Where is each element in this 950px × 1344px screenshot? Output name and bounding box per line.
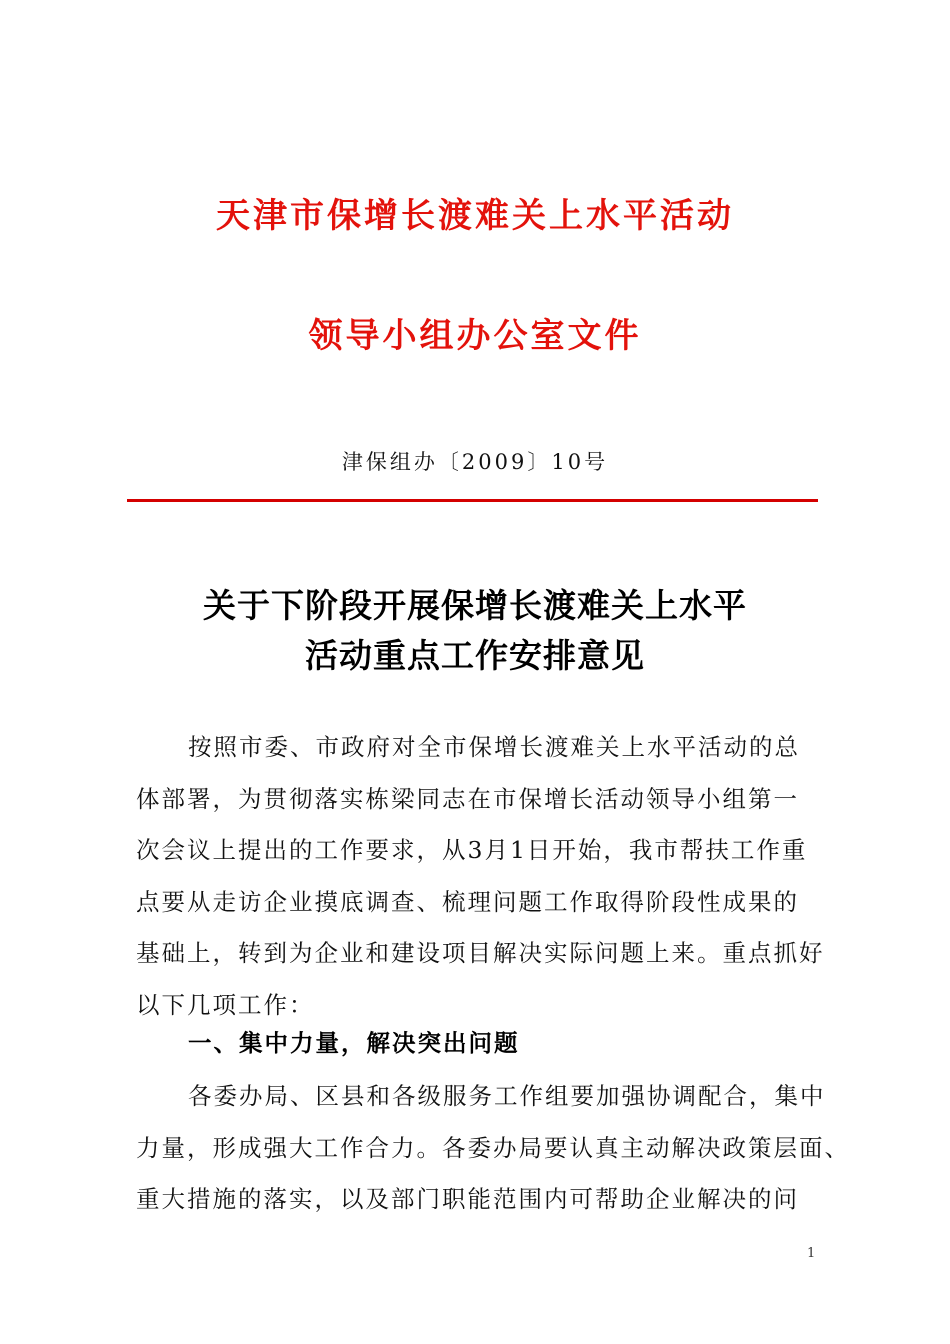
document-number: 津保组办〔2009〕10号 [341,450,609,474]
header-title-line-2: 领导小组办公室文件 [308,316,642,356]
paragraph-line: 以下几项工作： [136,990,315,1019]
intro-paragraph [136,722,826,1031]
paragraph-line: 体部署，为贯彻落实栋梁同志在市保增长活动领导小组第一 [136,784,799,813]
section-heading-1: 一、集中力量，解决突出问题 [188,1029,520,1057]
paragraph-line: 按照市委、市政府对全市保增长渡难关上水平活动的总 [188,733,800,761]
paragraph-line: 各委办局、区县和各级服务工作组要加强协调配合，集中 [188,1082,826,1110]
document-title-line-2: 活动重点工作安排意见 [305,636,645,675]
header-title-line-1: 天津市保增长渡难关上水平活动 [216,196,734,236]
paragraph-line: 次会议上提出的工作要求，从3月1日开始，我市帮扶工作重 [136,836,808,864]
paragraph-line: 重大措施的落实，以及部门职能范围内可帮助企业解决的问 [136,1185,799,1213]
section-1-paragraph [136,1071,850,1226]
paragraph-line: 点要从走访企业摸底调查、梳理问题工作取得阶段性成果的 [136,887,799,916]
paragraph-line: 基础上，转到为企业和建设项目解决实际问题上来。重点抓好 [136,939,825,967]
paragraph-line: 力量，形成强大工作合力。各委办局要认真主动解决政策层面、 [136,1133,850,1162]
red-divider-line [127,499,818,502]
document-title-line-1: 关于下阶段开展保增长渡难关上水平 [203,586,747,625]
page-number: 1 [807,1246,816,1261]
